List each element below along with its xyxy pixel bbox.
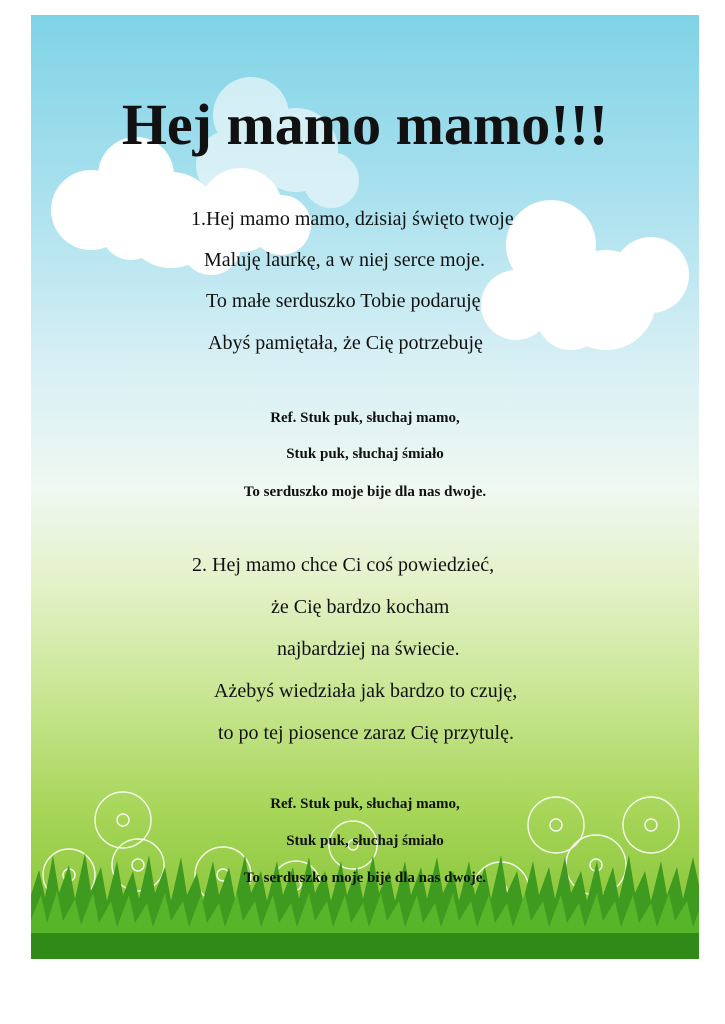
song-poster <box>31 15 699 959</box>
refrain2-line-3: To serduszko moje bije dla nas dwoje. <box>243 870 487 886</box>
grass <box>31 853 699 959</box>
verse2-line-2: że Cię bardzo kocham <box>271 596 450 618</box>
refrain1-line-3: To serduszko moje bije dla nas dwoje. <box>243 484 487 500</box>
verse2-line-5: to po tej piosence zaraz Cię przytulę. <box>218 722 514 744</box>
verse1-line-3: To małe serduszko Tobie podaruję <box>206 290 481 312</box>
song-title: Hej mamo mamo!!! <box>121 92 609 157</box>
refrain2-line-1: Ref. Stuk puk, słuchaj mamo, <box>270 796 460 812</box>
verse2-line-3: najbardziej na świecie. <box>277 638 460 660</box>
refrain1-line-2: Stuk puk, słuchaj śmiało <box>286 446 444 462</box>
verse1-line-1: 1.Hej mamo mamo, dzisiaj święto twoje <box>191 208 514 230</box>
verse2-line-4: Ażebyś wiedziała jak bardzo to czuję, <box>214 680 518 702</box>
refrain2-line-2: Stuk puk, słuchaj śmiało <box>286 833 444 849</box>
verse2-line-1: 2. Hej mamo chce Ci coś powiedzieć, <box>192 554 495 576</box>
refrain1-line-1: Ref. Stuk puk, słuchaj mamo, <box>270 410 460 426</box>
verse1-line-2: Maluję laurkę, a w niej serce moje. <box>204 249 485 271</box>
verse1-line-4: Abyś pamiętała, że Cię potrzebuję <box>208 332 483 354</box>
